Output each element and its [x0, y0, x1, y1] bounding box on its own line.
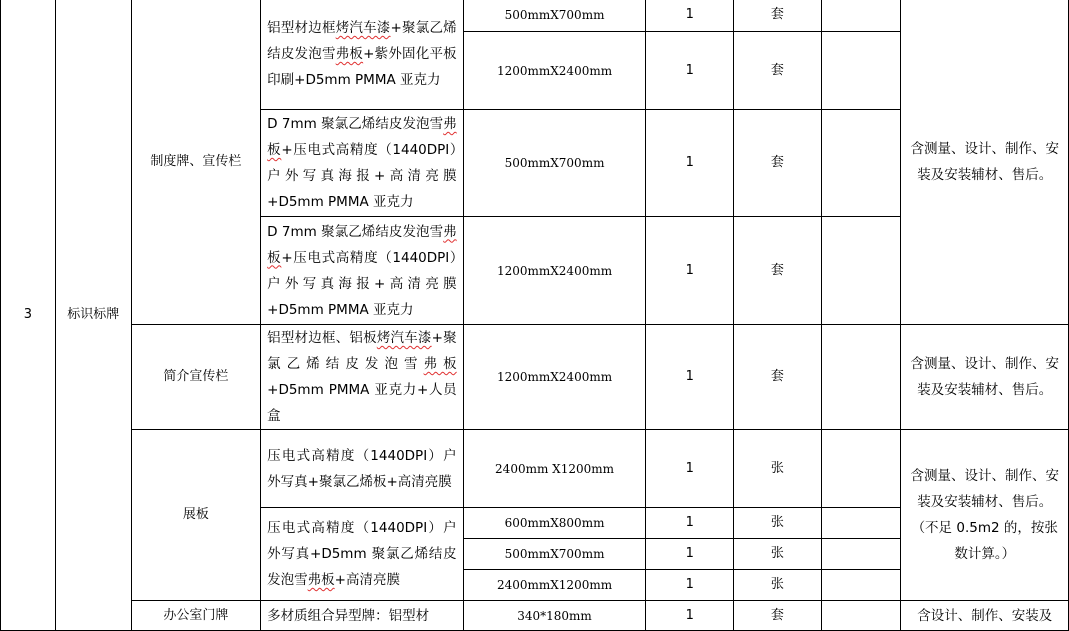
item-size: 1200mmX2400mm: [463, 32, 646, 110]
item-quantity: 1: [646, 539, 734, 570]
item-size: 1200mmX2400mm: [463, 217, 646, 325]
item-unit: 套: [734, 217, 822, 325]
item-price: [821, 110, 901, 217]
item-description: 多材质组合异型牌：铝型材: [261, 601, 464, 631]
item-size: 2400mmX1200mm: [463, 570, 646, 601]
item-price: [821, 217, 901, 325]
item-price: [821, 508, 901, 539]
item-note: 含设计、制作、安装及: [901, 601, 1069, 631]
item-note: 含测量、设计、制作、安装及安装辅材、售后。: [901, 0, 1069, 325]
item-quantity: 1: [646, 508, 734, 539]
item-price: [821, 0, 901, 32]
subcategory-name: 办公室门牌: [131, 601, 261, 631]
item-size: 500mmX700mm: [463, 539, 646, 570]
item-quantity: 1: [646, 601, 734, 631]
item-unit: 张: [734, 430, 822, 508]
item-quantity: 1: [646, 217, 734, 325]
item-description: 压电式高精度（1440DPI）户外写真+聚氯乙烯板+高清亮膜: [261, 430, 464, 508]
item-size: 600mmX800mm: [463, 508, 646, 539]
item-unit: 套: [734, 110, 822, 217]
item-quantity: 1: [646, 110, 734, 217]
item-note: 含测量、设计、制作、安装及安装辅材、售后。（不足 0.5m2 的，按张数计算。）: [901, 430, 1069, 601]
item-price: [821, 601, 901, 631]
subcategory-name: 展板: [131, 430, 261, 601]
item-price: [821, 32, 901, 110]
item-unit: 套: [734, 32, 822, 110]
item-unit: 张: [734, 508, 822, 539]
item-price: [821, 539, 901, 570]
item-quantity: 1: [646, 325, 734, 430]
item-note: 含测量、设计、制作、安装及安装辅材、售后。: [901, 325, 1069, 430]
item-price: [821, 570, 901, 601]
subcategory-name: 简介宣传栏: [131, 325, 261, 430]
item-unit: 张: [734, 570, 822, 601]
spellcheck-word: 弗板: [307, 572, 335, 588]
item-size: 500mmX700mm: [463, 110, 646, 217]
spellcheck-word: 弗板: [335, 46, 364, 62]
item-unit: 张: [734, 539, 822, 570]
item-description: 压电式高精度（1440DPI）户外写真+D5mm 聚氯乙烯结皮发泡雪弗板+高清亮膜: [261, 508, 464, 601]
item-price: [821, 325, 901, 430]
item-description: 铝型材边框烤汽车漆+聚氯乙烯结皮发泡雪弗板+紫外固化平板印刷+D5mm PMMA 亚克力: [261, 0, 464, 110]
item-size: 340*180mm: [463, 601, 646, 631]
item-description: 铝型材边框、铝板烤汽车漆+聚氯乙烯结皮发泡雪弗板+D5mm PMMA 亚克力+人员盒: [261, 325, 464, 430]
spellcheck-word: 弗板: [267, 223, 457, 266]
item-quantity: 1: [646, 32, 734, 110]
item-quantity: 1: [646, 0, 734, 32]
category-name: 标识标牌: [55, 0, 131, 631]
item-price: [821, 430, 901, 508]
table-row: [1, 325, 1069, 430]
spellcheck-word: 弗板: [423, 356, 457, 372]
spellcheck-word: 烤汽车漆: [335, 20, 391, 36]
item-quantity: 1: [646, 570, 734, 601]
row-number: 3: [1, 0, 56, 631]
item-description: D 7mm 聚氯乙烯结皮发泡雪弗板+压电式高精度（1440DPI）户外写真海报+高清亮膜+D5mm PMMA 亚克力: [261, 217, 464, 325]
table-row: [1, 430, 1069, 508]
item-size: 500mmX700mm: [463, 0, 646, 32]
item-unit: 套: [734, 0, 822, 32]
item-description: D 7mm 聚氯乙烯结皮发泡雪弗板+压电式高精度（1440DPI）户外写真海报+高清亮膜+D5mm PMMA 亚克力: [261, 110, 464, 217]
spellcheck-word: 弗板: [267, 116, 457, 158]
item-quantity: 1: [646, 430, 734, 508]
item-unit: 套: [734, 601, 822, 631]
item-unit: 套: [734, 325, 822, 430]
table-row: [1, 0, 1069, 32]
table-row: [1, 601, 1069, 631]
spellcheck-word: 烤汽车漆: [376, 330, 432, 346]
item-size: 2400mm X1200mm: [463, 430, 646, 508]
subcategory-name: 制度牌、宣传栏: [131, 0, 261, 325]
item-size: 1200mmX2400mm: [463, 325, 646, 430]
